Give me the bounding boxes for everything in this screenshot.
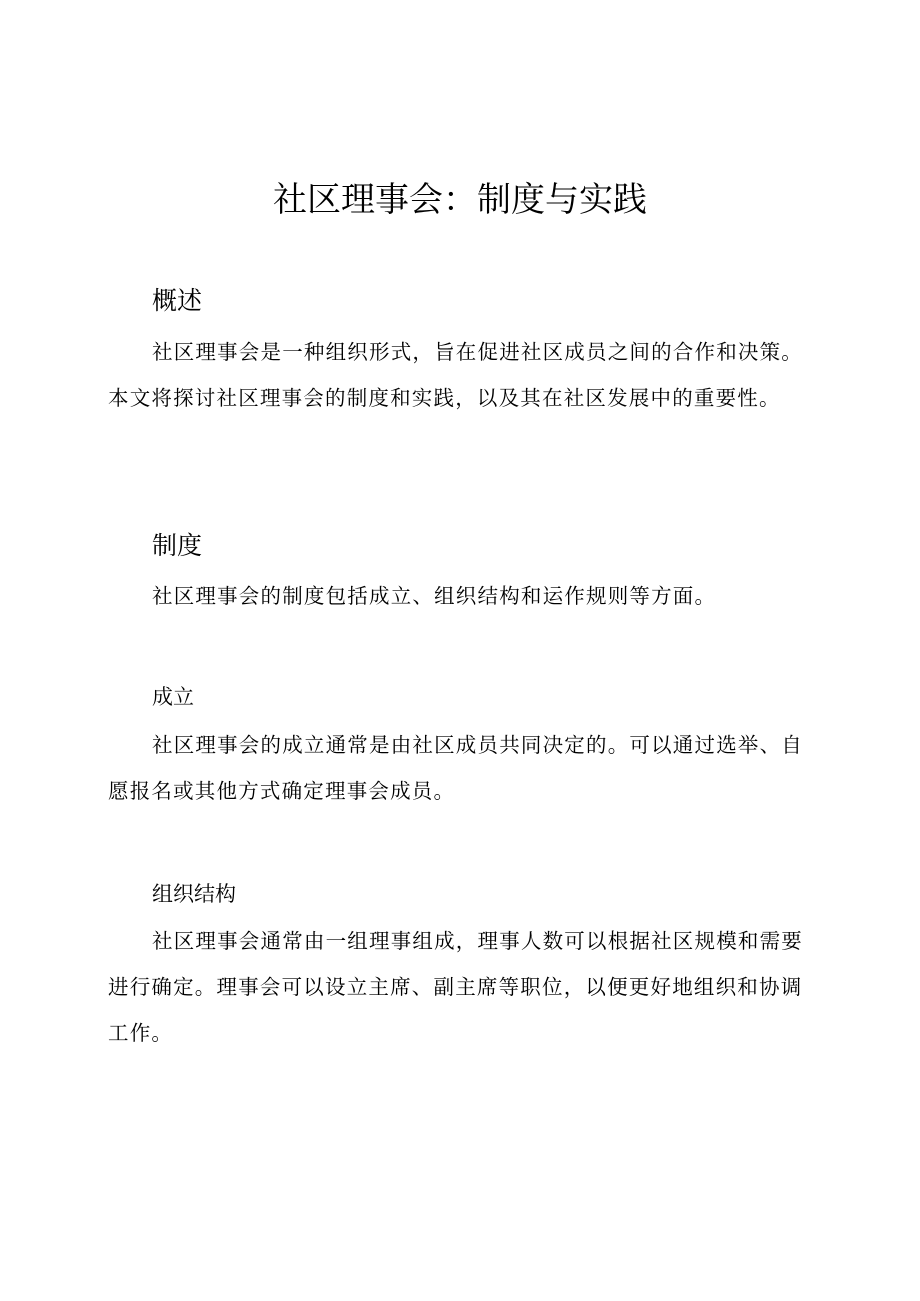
document-title: 社区理事会：制度与实践 [273, 180, 647, 220]
section-heading-overview: 概述 [152, 286, 203, 315]
section-heading-system: 制度 [152, 531, 203, 560]
section-paragraph-organization: 社区理事会通常由一组理事组成，理事人数可以根据社区规模和需要进行确定。理事会可以设立主席、副主席等职位，以便更好地组织和协调工作。 [108, 929, 803, 1045]
section-paragraph-establishment: 社区理事会的成立通常是由社区成员共同决定的。可以通过选举、自愿报名或其他方式确定理事会成员。 [108, 733, 803, 803]
section-paragraph-system: 社区理事会的制度包括成立、组织结构和运作规则等方面。 [152, 584, 717, 608]
section-heading-organization: 组织结构 [152, 882, 236, 906]
section-paragraph-overview: 社区理事会是一种组织形式，旨在促进社区成员之间的合作和决策。本文将探讨社区理事会的制度和实践，以及其在社区发展中的重要性。 [108, 340, 803, 410]
section-heading-establishment: 成立 [152, 685, 194, 709]
